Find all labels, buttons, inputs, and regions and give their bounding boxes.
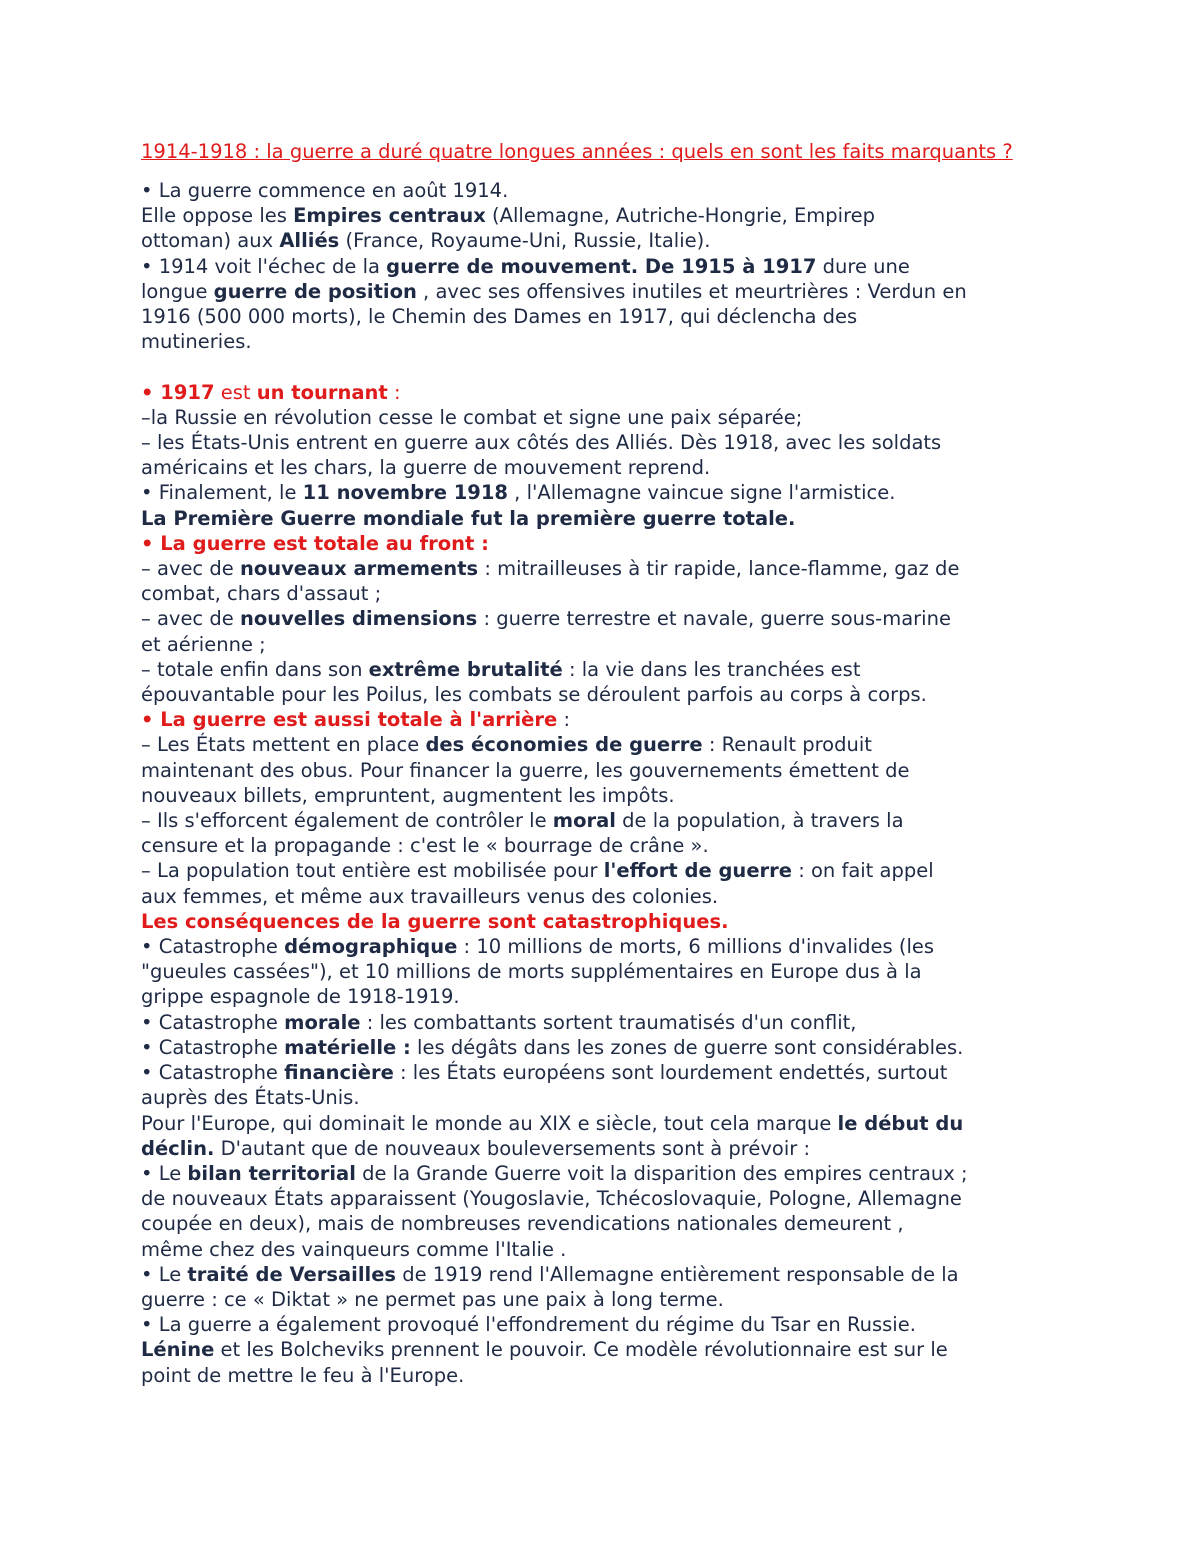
bold-text: • La guerre est aussi totale à l'arrière — [141, 708, 558, 732]
text-line — [141, 581, 1070, 606]
text-run: – avec de — [141, 607, 240, 631]
text-run: de la population, à travers la — [615, 809, 904, 833]
text-run: auprès des États-Unis. — [141, 1086, 360, 1110]
text-line — [141, 556, 1070, 581]
text-run: et les Bolcheviks prennent le pouvoir. Ce modèle révolutionnaire est sur le — [214, 1338, 948, 1362]
text-run: (Allemagne, Autriche-Hongrie, Empirep — [485, 204, 876, 228]
bold-text: l'effort de guerre — [603, 859, 792, 883]
text-run: : la vie dans les tranchées est — [562, 657, 861, 681]
text-run: grippe espagnole de 1918-1919. — [141, 985, 460, 1009]
text-run: épouvantable pour les Poilus, les combats se déroulent parfois au corps à corps. — [141, 683, 927, 707]
blank-line — [141, 354, 1070, 379]
text-run: – Les États mettent en place — [141, 733, 426, 757]
text-line — [141, 480, 1070, 505]
text-run: 1916 (500 000 morts), le Chemin des Dames en 1917, qui déclencha des — [141, 305, 858, 329]
text-line — [141, 405, 1070, 430]
text-run: – Ils s'efforcent également de contrôler le — [141, 809, 553, 833]
text-run: "gueules cassées"), et 10 millions de morts supplémentaires en Europe dus à la — [141, 960, 922, 984]
text-run: coupée en deux), mais de nombreuses revendications nationales demeurent , — [141, 1212, 904, 1236]
text-line — [141, 1085, 1070, 1110]
text-run: –la Russie en révolution cesse le combat et signe une paix séparée; — [141, 405, 803, 429]
text-run: guerre : ce « Diktat » ne permet pas une paix à long terme. — [141, 1287, 724, 1311]
text-line — [141, 632, 1070, 657]
text-line — [141, 304, 1070, 329]
bold-text: financière — [284, 1061, 394, 1085]
text-run: point de mettre le feu à l'Europe. — [141, 1363, 465, 1387]
bold-text: morale — [284, 1010, 361, 1034]
text-run: nouveaux billets, empruntent, augmentent les impôts. — [141, 783, 675, 807]
text-line — [141, 959, 1070, 984]
text-run: : 10 millions de morts, 6 millions d'invalides (les — [457, 935, 935, 959]
text-run: même chez des vainqueurs comme l'Italie . — [141, 1237, 567, 1261]
text-line — [141, 329, 1070, 354]
text-run: – La population tout entière est mobilisée pour — [141, 859, 604, 883]
bold-text: traité de Versailles — [187, 1262, 397, 1286]
text-run: est — [214, 380, 257, 404]
text-run: • La guerre a également provoqué l'effondrement du régime du Tsar en Russie. — [141, 1313, 916, 1337]
text-line — [141, 380, 1070, 405]
bold-text: • La guerre est totale au front : — [141, 531, 489, 555]
text-line — [141, 884, 1070, 909]
document-body — [141, 178, 1070, 1388]
bold-text: matérielle : — [284, 1035, 411, 1059]
text-run: : les États européens sont lourdement endettés, surtout — [393, 1061, 948, 1085]
text-run: • Catastrophe — [141, 1061, 285, 1085]
bold-text: extrême brutalité — [368, 657, 563, 681]
text-line — [141, 783, 1070, 808]
text-run: de nouveaux États apparaissent (Yougoslavie, Tchécoslovaquie, Pologne, Allemagne — [141, 1187, 962, 1211]
text-line — [141, 1363, 1070, 1388]
text-line — [141, 430, 1070, 455]
text-line — [141, 808, 1070, 833]
bold-text: un tournant — [256, 380, 388, 404]
bold-text: Empires centraux — [293, 204, 486, 228]
text-run: maintenant des obus. Pour financer la guerre, les gouvernements émettent de — [141, 758, 910, 782]
bold-text: • 1917 — [141, 380, 215, 404]
bold-text: le début du — [837, 1111, 964, 1135]
text-line — [141, 203, 1070, 228]
text-run: américains et les chars, la guerre de mouvement reprend. — [141, 456, 711, 480]
text-run: : on fait appel — [792, 859, 934, 883]
text-line — [141, 934, 1070, 959]
text-line — [141, 909, 1070, 934]
text-run: • Le — [141, 1262, 188, 1286]
text-line — [141, 833, 1070, 858]
text-line — [141, 1035, 1070, 1060]
text-run: combat, chars d'assaut ; — [141, 582, 382, 606]
text-line — [141, 707, 1070, 732]
text-line — [141, 506, 1070, 531]
text-run: , avec ses offensives inutiles et meurtrières : Verdun en — [416, 279, 967, 303]
bold-text: Les conséquences de la guerre sont catastrophiques. — [141, 909, 729, 933]
text-run: Pour l'Europe, qui dominait le monde au XIX e siècle, tout cela marque — [141, 1111, 838, 1135]
text-line — [141, 858, 1070, 883]
text-line — [141, 254, 1070, 279]
text-line — [141, 758, 1070, 783]
bold-text: déclin. — [141, 1136, 215, 1160]
text-line — [141, 1010, 1070, 1035]
text-line — [141, 1262, 1070, 1287]
text-line — [141, 1237, 1070, 1262]
text-run: : les combattants sortent traumatisés d'un conflit, — [360, 1010, 857, 1034]
text-line — [141, 1111, 1070, 1136]
text-run: • La guerre commence en août 1914. — [141, 179, 509, 202]
text-line — [141, 732, 1070, 757]
text-line — [141, 1337, 1070, 1362]
text-line — [141, 682, 1070, 707]
text-run: dure une — [816, 254, 910, 278]
text-line — [141, 455, 1070, 480]
text-run: censure et la propagande : c'est le « bourrage de crâne ». — [141, 834, 709, 858]
text-run: D'autant que de nouveaux bouleversements sont à prévoir : — [214, 1136, 811, 1160]
text-line — [141, 1186, 1070, 1211]
text-run: aux femmes, et même aux travailleurs venus des colonies. — [141, 884, 719, 908]
text-run: : mitrailleuses à tir rapide, lance-flamme, gaz de — [478, 557, 960, 581]
bold-text: Alliés — [279, 229, 340, 253]
text-run: • 1914 voit l'échec de la — [141, 254, 387, 278]
bold-text: La Première Guerre mondiale fut la première guerre totale. — [141, 506, 796, 530]
document-title: 1914-1918 : la guerre a duré quatre longues années : quels en sont les faits marquants ? — [141, 140, 1013, 163]
bold-text: Lénine — [141, 1338, 215, 1362]
text-line — [141, 606, 1070, 631]
text-run: de la Grande Guerre voit la disparition des empires centraux ; — [355, 1161, 968, 1185]
text-run: • Finalement, le — [141, 481, 303, 505]
text-run: , l'Allemagne vaincue signe l'armistice. — [507, 481, 896, 505]
text-line — [141, 279, 1070, 304]
text-run: – avec de — [141, 557, 240, 581]
text-line — [141, 531, 1070, 556]
text-run: (France, Royaume-Uni, Russie, Italie). — [339, 229, 711, 253]
text-run: • Catastrophe — [141, 935, 285, 959]
text-line — [141, 984, 1070, 1009]
text-line — [141, 1060, 1070, 1085]
text-run: : Renault produit — [702, 733, 872, 757]
text-line — [141, 657, 1070, 682]
text-run: les dégâts dans les zones de guerre sont considérables. — [410, 1035, 964, 1059]
text-run: de 1919 rend l'Allemagne entièrement responsable de la — [396, 1262, 959, 1286]
text-run: • Le — [141, 1161, 188, 1185]
text-line — [141, 1136, 1070, 1161]
bold-text: nouvelles dimensions — [239, 607, 478, 631]
text-run: – totale enfin dans son — [141, 657, 369, 681]
text-run: mutineries. — [141, 330, 252, 354]
text-run: longue — [141, 279, 214, 303]
text-line — [141, 1287, 1070, 1312]
text-run: Elle oppose les — [141, 204, 294, 228]
text-line — [141, 178, 1070, 203]
text-run: : guerre terrestre et navale, guerre sous-marine — [477, 607, 951, 631]
text-run: • Catastrophe — [141, 1035, 285, 1059]
bold-text: moral — [552, 809, 616, 833]
bold-text: bilan territorial — [187, 1161, 356, 1185]
text-run: : — [557, 708, 571, 732]
text-run: : — [387, 380, 401, 404]
bold-text: nouveaux armements — [239, 557, 479, 581]
text-line — [141, 228, 1070, 253]
text-run: – les États-Unis entrent en guerre aux côtés des Alliés. Dès 1918, avec les soldats — [141, 431, 942, 455]
bold-text: démographique — [284, 935, 458, 959]
text-line — [141, 1211, 1070, 1236]
bold-text: guerre de position — [213, 279, 417, 303]
text-line — [141, 1312, 1070, 1337]
bold-text: des économies de guerre — [425, 733, 703, 757]
bold-text: 11 novembre 1918 — [302, 481, 508, 505]
text-line — [141, 1161, 1070, 1186]
bold-text: guerre de mouvement. De 1915 à 1917 — [386, 254, 817, 278]
text-run: et aérienne ; — [141, 632, 266, 656]
text-run: • Catastrophe — [141, 1010, 285, 1034]
text-run: ottoman) aux — [141, 229, 280, 253]
